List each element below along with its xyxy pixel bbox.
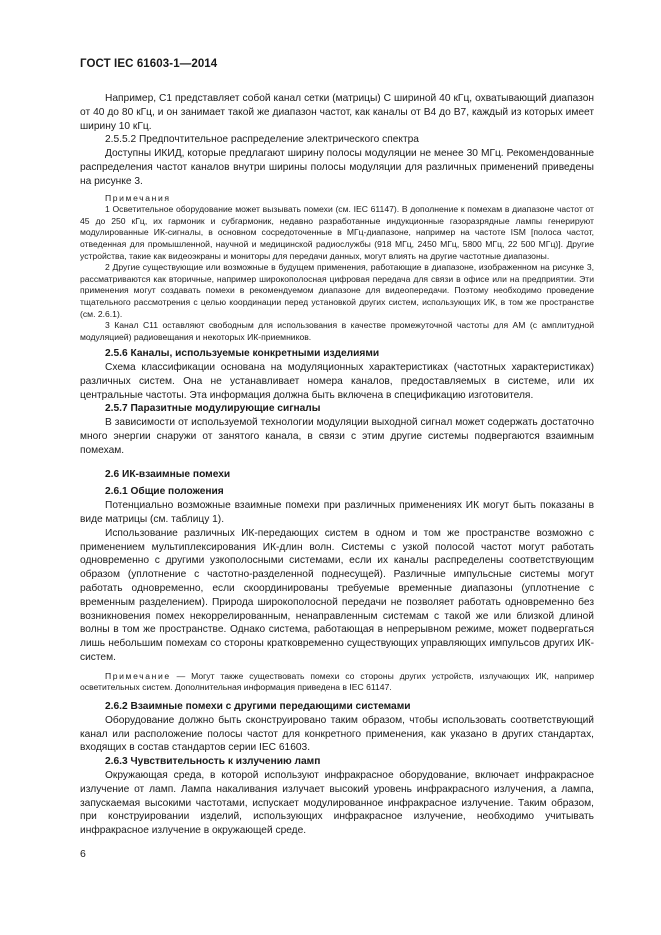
paragraph-spurious-signals: В зависимости от используемой технологии модуляции выходной сигнал может содержать достаточно много энергии снаружи от занятого канала, в связи с этим другие системы подвергаются взаимным помехам. [80, 417, 594, 456]
section-heading-2-5-6: 2.5.6 Каналы, используемые конкретными изделиями [105, 348, 380, 360]
section-heading-2-6-1: 2.6.1 Общие положения [105, 486, 224, 498]
document-body [80, 92, 594, 838]
paragraph-equipment-design: Оборудование должно быть сконструировано таким образом, чтобы использовать соответствующий канал или расположение полосы частот для конкретного применения, как указано в других стандартах, входящих в состав стандартов серии IEC 61603. [80, 714, 594, 754]
paragraph-classification: Схема классификации основана на модуляционных характеристиках (частотных характеристиках) различных систем. Она не устанавливает номера каналов, предоставляемых в системе, или их центральные частоты. Эта информация должна быть включена в спецификацию изготовителя. [80, 362, 594, 401]
note-text: — Могут также существовать помехи со стороны других устройств, излучающих ИК, например осветительных систем. Дополнительная информация приведена в IEC 61147. [80, 670, 594, 693]
note-3: 3 Канал С11 оставляют свободным для использования в качестве промежуточной частоты для AM (с амплитудной модуляцией) радиовещания и некоторых ИК-приемников. [80, 320, 594, 342]
note-lighting [80, 671, 594, 694]
paragraph-example-c1: Например, С1 представляет собой канал сетки (матрицы) С шириной 40 кГц, охватывающий диапазон от 40 до 80 кГц, и он занимает такой же диапазон частот, как каналы от В4 до В7, каждый из которых имеет ширину 10 кГц. [80, 93, 594, 132]
section-heading-2-6: 2.6 ИК-взаимные помехи [105, 468, 231, 480]
document-header: ГОСТ IEC 61603-1—2014 [80, 58, 218, 70]
section-heading-2-6-3: 2.6.3 Чувствительность к излучению ламп [105, 756, 321, 768]
paragraph-interference-matrix: Потенциально возможные взаимные помехи при различных применениях ИК могут быть показаны в виде матрицы (см. таблицу 1). [80, 500, 594, 526]
note-label: Примечание [105, 670, 171, 681]
note-1: 1 Осветительное оборудование может вызывать помехи (см. IEC 61147). В дополнение к помехам в диапазоне частот от 45 до 250 кГц, их гармоник и субгармоник, недавно разработанные индукционные газоразрядные лампы генерируют модулированные ИК-сигналы, в основном сосредоточенные в МГц-диапазоне, например на частоте ISM [полоса частот, отведенная для промышленной, научной и медицинской радиослужбы (918 МГц, 2450 МГц, 5800 МГц, 22 500 МГц)]. Другие устройства, такие как видеоэкраны и мониторы для передачи данных, могут влиять на другие частотные диапазоны. [80, 204, 594, 261]
note-2: 2 Другие существующие или возможные в будущем применения, работающие в диапазоне, изображенном на рисунке 3, рассматриваются как вторичные, например широкополосная цифровая передача для связи в офисе или на предприятии. Эти применения могут создавать помехи в рекомендуемом диапазоне для видеопередачи. Поэтому необходимо проведение тщательного рассмотрения с целью координации перед установкой других систем, использующих ИК, в том же пространстве (см. 2.6.1). [80, 262, 594, 319]
section-heading-2-5-7: 2.5.7 Паразитные модулирующие сигналы [105, 403, 321, 415]
paragraph-modulation-bandwidth: Доступны ИКИД, которые предлагают ширину полосы модуляции не менее 30 МГц. Рекомендованные распределения частот каналов внутри ширины полосы модуляции для различных применений приведены на рисунке 3. [80, 148, 594, 187]
section-heading-2-6-2: 2.6.2 Взаимные помехи с другими передающими системами [105, 701, 411, 713]
paragraph-lamp-radiation: Окружающая среда, в которой используют инфракрасное оборудование, включает инфракрасное излучение от ламп. Лампа накаливания излучает высокий уровень инфракрасного излучения, а лампа, запускаемая высокими частотами, испускает модулированное инфракрасное излучение. Таким образом, при конструировании изделий, использующих инфракрасное излучение, необходимо учитывать инфракрасное излучение в окружающей среде. [80, 770, 594, 837]
section-heading-2-5-5-2: 2.5.5.2 Предпочтительное распределение электрического спектра [105, 134, 419, 146]
notes-heading: Примечания [105, 192, 171, 203]
paragraph-multiplexing: Использование различных ИК-передающих систем в одном и том же пространстве возможно с применением мультиплексирования ИК-длин волн. Системы с узкой полосой частот могут работать одновременно с другими узкополосными системами, если их каналы распределены соответствующим образом (уплотнение с частотно-разделенной поднесущей). Различные импульсные системы могут работать одновременно, если скоординированы требуемые временные диапазоны (уплотнение с временным разделением). Природа широкополосной передачи не позволяет работать одновременно без возникновения помех некоррелированным, ненаправленным системам с такой же или близкой длиной волны в том же пространстве. Однако система, работающая в непрерывном режиме, может подвергаться лишь небольшим помехам со стороны кратковременно существующих управляющих импульсов других ИК-систем. [80, 527, 594, 664]
page-number: 6 [80, 848, 86, 860]
